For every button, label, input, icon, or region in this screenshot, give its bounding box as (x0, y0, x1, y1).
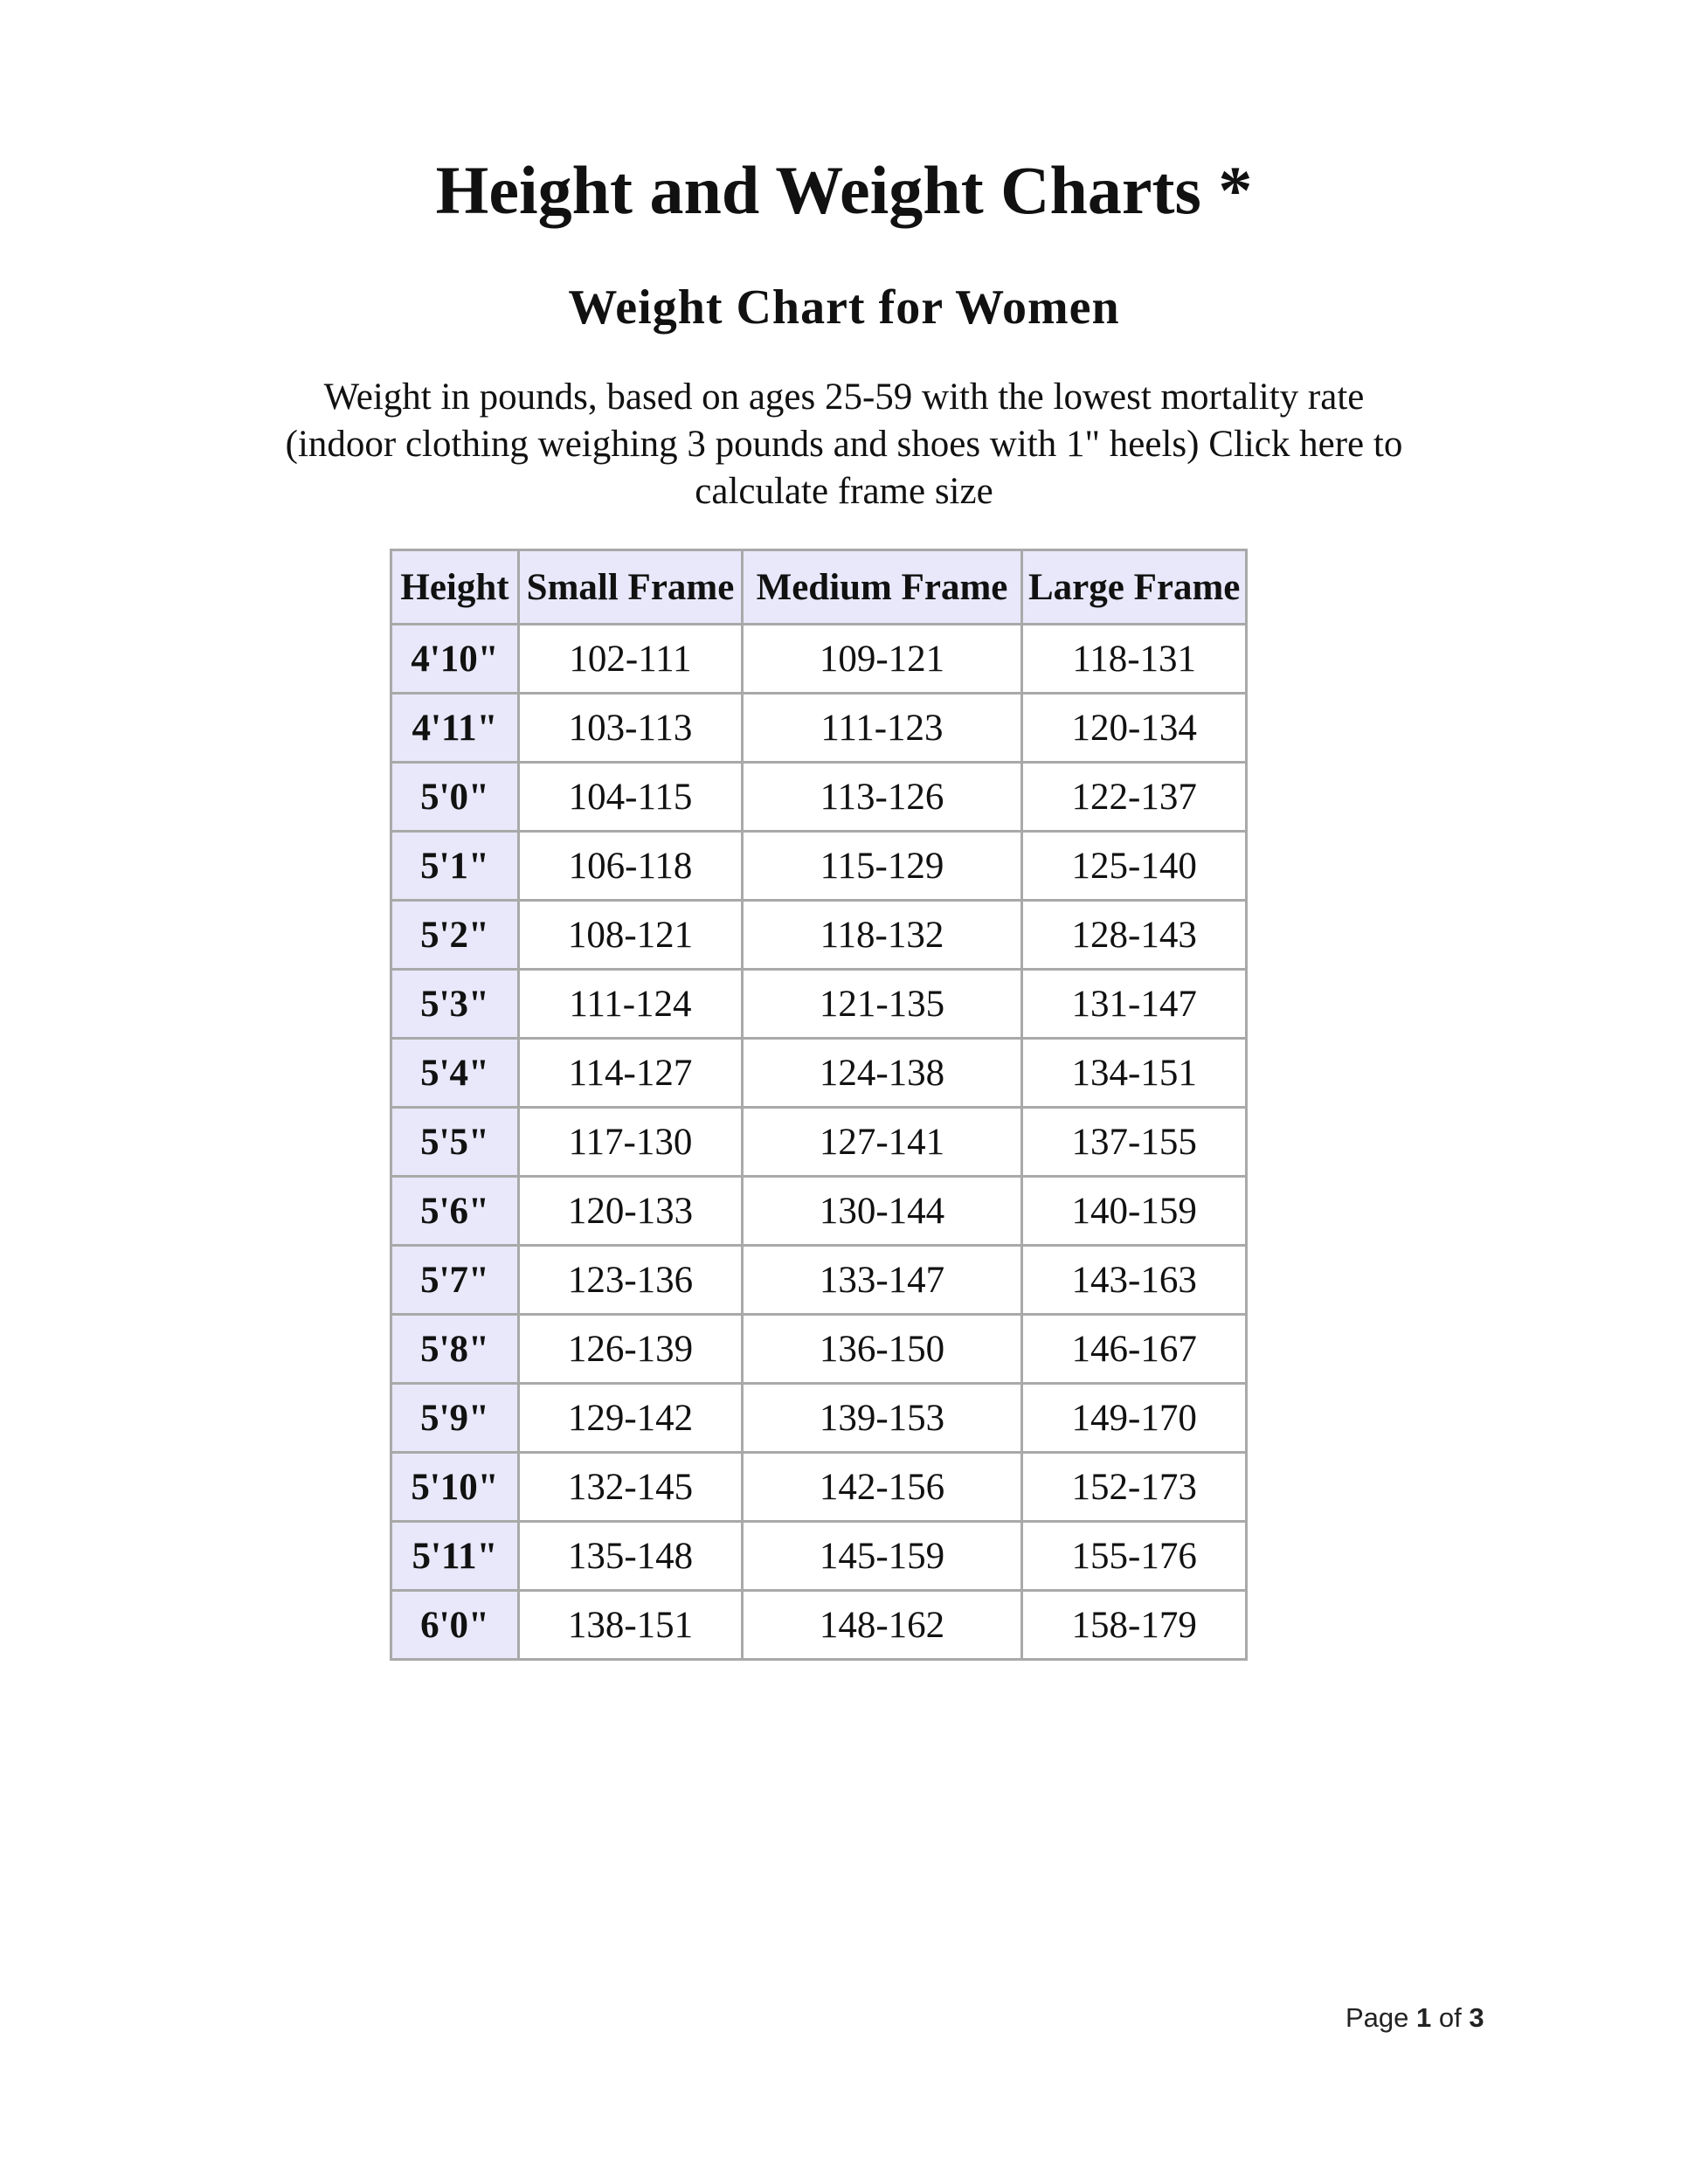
cell-height: 5'0" (391, 763, 519, 832)
cell-small-frame: 123-136 (519, 1246, 743, 1315)
cell-medium-frame: 121-135 (743, 970, 1022, 1039)
cell-large-frame: 143-163 (1022, 1246, 1247, 1315)
cell-height: 5'1" (391, 832, 519, 901)
cell-small-frame: 132-145 (519, 1453, 743, 1522)
cell-medium-frame: 118-132 (743, 901, 1022, 970)
cell-large-frame: 152-173 (1022, 1453, 1247, 1522)
cell-height: 5'8" (391, 1315, 519, 1384)
cell-small-frame: 104-115 (519, 763, 743, 832)
header-row (391, 550, 1247, 625)
table-row (391, 832, 1247, 901)
cell-height: 5'9" (391, 1384, 519, 1453)
header-large-frame: Large Frame (1022, 550, 1247, 625)
cell-small-frame: 129-142 (519, 1384, 743, 1453)
cell-small-frame: 106-118 (519, 832, 743, 901)
cell-medium-frame: 109-121 (743, 625, 1022, 694)
cell-medium-frame: 142-156 (743, 1453, 1022, 1522)
cell-medium-frame: 145-159 (743, 1522, 1022, 1591)
table-row (391, 1246, 1247, 1315)
header-height: Height (391, 550, 519, 625)
cell-height: 5'10" (391, 1453, 519, 1522)
cell-height: 4'11" (391, 694, 519, 763)
table-row (391, 1315, 1247, 1384)
cell-large-frame: 128-143 (1022, 901, 1247, 970)
weight-chart-table (390, 549, 1248, 1661)
cell-large-frame: 122-137 (1022, 763, 1247, 832)
table-row (391, 1039, 1247, 1108)
header-small-frame: Small Frame (519, 550, 743, 625)
cell-large-frame: 120-134 (1022, 694, 1247, 763)
cell-large-frame: 149-170 (1022, 1384, 1247, 1453)
cell-small-frame: 117-130 (519, 1108, 743, 1177)
total-pages: 3 (1469, 2002, 1484, 2033)
cell-medium-frame: 130-144 (743, 1177, 1022, 1246)
table-row (391, 1522, 1247, 1591)
intro-text: Weight in pounds, based on ages 25-59 with the lowest mortality rate (indoor clothing weighing 3 pounds and shoes with 1" heels) (285, 377, 1365, 465)
table-header (391, 550, 1247, 625)
cell-height: 5'7" (391, 1246, 519, 1315)
page-title: Height and Weight Charts * (435, 152, 1253, 228)
cell-height: 5'11" (391, 1522, 519, 1591)
of-label: of (1438, 2002, 1462, 2033)
cell-medium-frame: 127-141 (743, 1108, 1022, 1177)
cell-height: 4'10" (391, 625, 519, 694)
cell-medium-frame: 133-147 (743, 1246, 1022, 1315)
cell-large-frame: 131-147 (1022, 970, 1247, 1039)
cell-medium-frame: 113-126 (743, 763, 1022, 832)
table-row (391, 970, 1247, 1039)
table-row (391, 1591, 1247, 1660)
cell-height: 6'0" (391, 1591, 519, 1660)
cell-height: 5'2" (391, 901, 519, 970)
page-number (1346, 2001, 1520, 2035)
table-row (391, 1384, 1247, 1453)
calculate-frame-size-link[interactable]: Click here to calculate frame size (695, 424, 1403, 512)
cell-small-frame: 108-121 (519, 901, 743, 970)
cell-large-frame: 140-159 (1022, 1177, 1247, 1246)
cell-medium-frame: 115-129 (743, 832, 1022, 901)
header-medium-frame: Medium Frame (743, 550, 1022, 625)
cell-large-frame: 134-151 (1022, 1039, 1247, 1108)
table-row (391, 1453, 1247, 1522)
cell-medium-frame: 111-123 (743, 694, 1022, 763)
cell-medium-frame: 124-138 (743, 1039, 1022, 1108)
cell-medium-frame: 148-162 (743, 1591, 1022, 1660)
current-page: 1 (1416, 2002, 1432, 2033)
table-row (391, 763, 1247, 832)
cell-small-frame: 120-133 (519, 1177, 743, 1246)
table-row (391, 1177, 1247, 1246)
cell-small-frame: 102-111 (519, 625, 743, 694)
cell-small-frame: 138-151 (519, 1591, 743, 1660)
cell-medium-frame: 136-150 (743, 1315, 1022, 1384)
cell-small-frame: 135-148 (519, 1522, 743, 1591)
cell-large-frame: 137-155 (1022, 1108, 1247, 1177)
cell-large-frame: 155-176 (1022, 1522, 1247, 1591)
table-row (391, 1108, 1247, 1177)
table-body (391, 625, 1247, 1660)
cell-height: 5'3" (391, 970, 519, 1039)
table-row (391, 901, 1247, 970)
cell-small-frame: 126-139 (519, 1315, 743, 1384)
cell-small-frame: 114-127 (519, 1039, 743, 1108)
cell-height: 5'4" (391, 1039, 519, 1108)
cell-large-frame: 125-140 (1022, 832, 1247, 901)
cell-height: 5'6" (391, 1177, 519, 1246)
cell-small-frame: 103-113 (519, 694, 743, 763)
intro-paragraph (276, 374, 1412, 515)
cell-small-frame: 111-124 (519, 970, 743, 1039)
cell-medium-frame: 139-153 (743, 1384, 1022, 1453)
cell-large-frame: 146-167 (1022, 1315, 1247, 1384)
table-row (391, 694, 1247, 763)
cell-large-frame: 158-179 (1022, 1591, 1247, 1660)
cell-height: 5'5" (391, 1108, 519, 1177)
page-label: Page (1346, 2002, 1409, 2033)
table-row (391, 625, 1247, 694)
cell-large-frame: 118-131 (1022, 625, 1247, 694)
section-title: Weight Chart for Women (568, 280, 1120, 335)
